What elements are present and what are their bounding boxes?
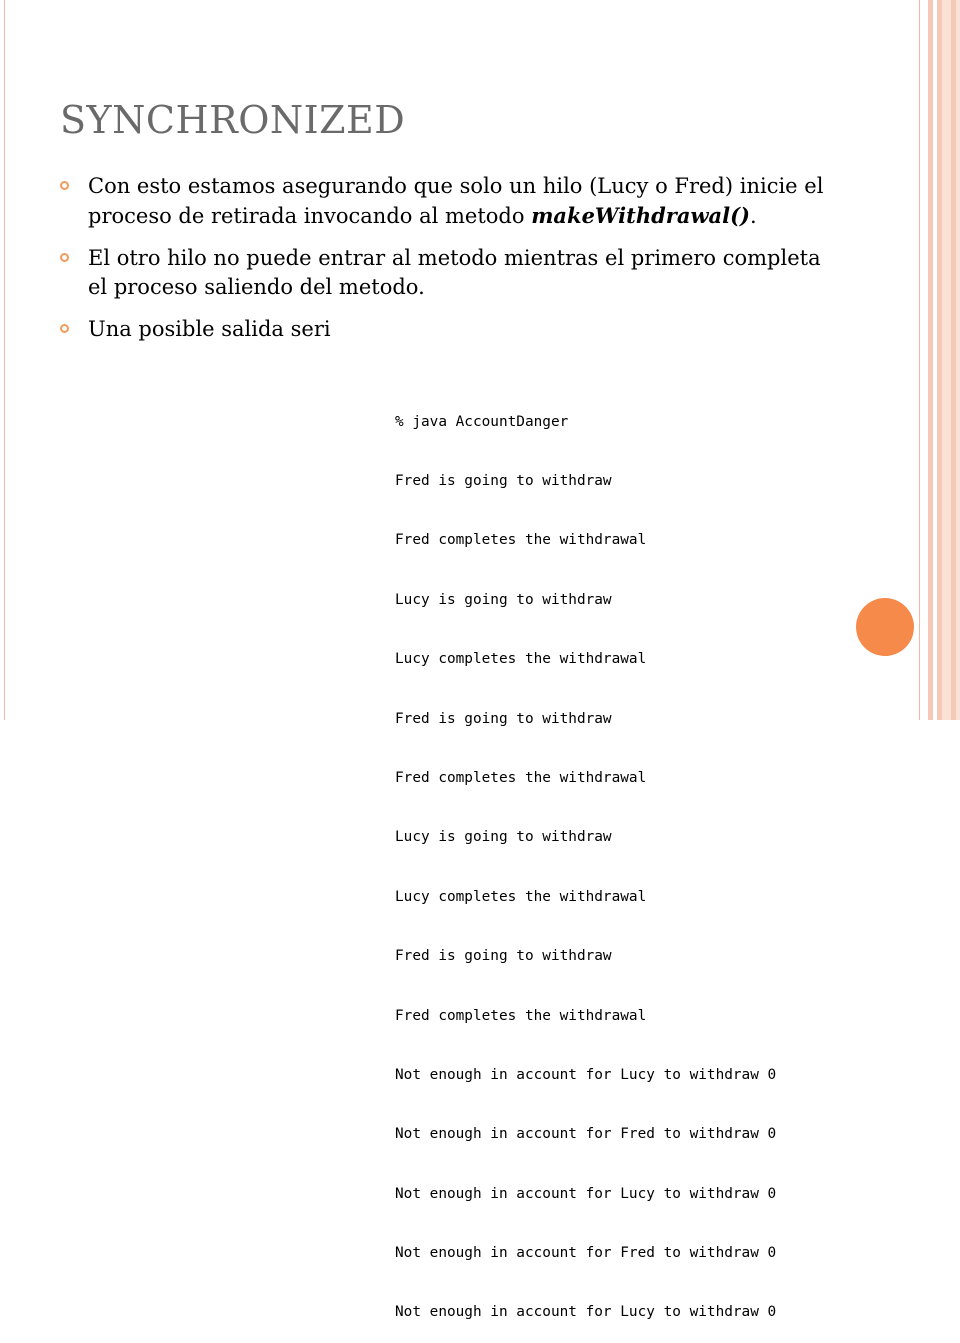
bullet-text-end: .	[749, 204, 757, 228]
bullet-list	[60, 172, 840, 357]
accent-circle-decoration	[856, 598, 914, 656]
decorative-side-stripes	[924, 0, 960, 720]
bullet-circle-icon	[60, 253, 69, 262]
bullet-circle-icon	[60, 324, 69, 333]
console-line: Fred is going to withdraw	[395, 472, 612, 489]
method-name-emphasis: makeWithdrawal()	[531, 203, 750, 228]
bullet-item-2	[60, 244, 840, 302]
console-line: Fred completes the withdrawal	[395, 1007, 647, 1024]
bullet-text: Una posible salida seri	[88, 317, 331, 341]
console-line: Not enough in account for Lucy to withdraw 0	[395, 1185, 777, 1202]
bullet-circle-icon	[60, 181, 69, 190]
console-line: Lucy is going to withdraw	[395, 829, 612, 846]
console-line: Not enough in account for Lucy to withdraw 0	[395, 1066, 777, 1083]
bullet-text: Con esto estamos asegurando que solo un hilo (Lucy o Fred) inicie el proceso de retirada invocando al metodo	[88, 174, 824, 228]
console-line: Not enough in account for Fred to withdraw 0	[395, 1126, 777, 1143]
console-line: Not enough in account for Lucy to withdraw 0	[395, 1304, 777, 1321]
console-line: Lucy is going to withdraw	[395, 591, 612, 608]
slide-title: SYNCHRONIZED	[60, 98, 406, 142]
console-line: % java AccountDanger	[395, 413, 569, 430]
console-output	[388, 366, 848, 1321]
bullet-item-3	[60, 315, 840, 344]
console-line: Not enough in account for Fred to withdraw 0	[395, 1245, 777, 1262]
console-line: Fred is going to withdraw	[395, 710, 612, 727]
console-line: Fred is going to withdraw	[395, 948, 612, 965]
console-line: Lucy completes the withdrawal	[395, 651, 647, 668]
console-line: Fred completes the withdrawal	[395, 769, 647, 786]
bullet-item-1	[60, 172, 840, 231]
console-line: Fred completes the withdrawal	[395, 532, 647, 549]
bullet-text: El otro hilo no puede entrar al metodo mientras el primero completa el proceso saliendo del metodo.	[88, 246, 821, 299]
console-line: Lucy completes the withdrawal	[395, 888, 647, 905]
